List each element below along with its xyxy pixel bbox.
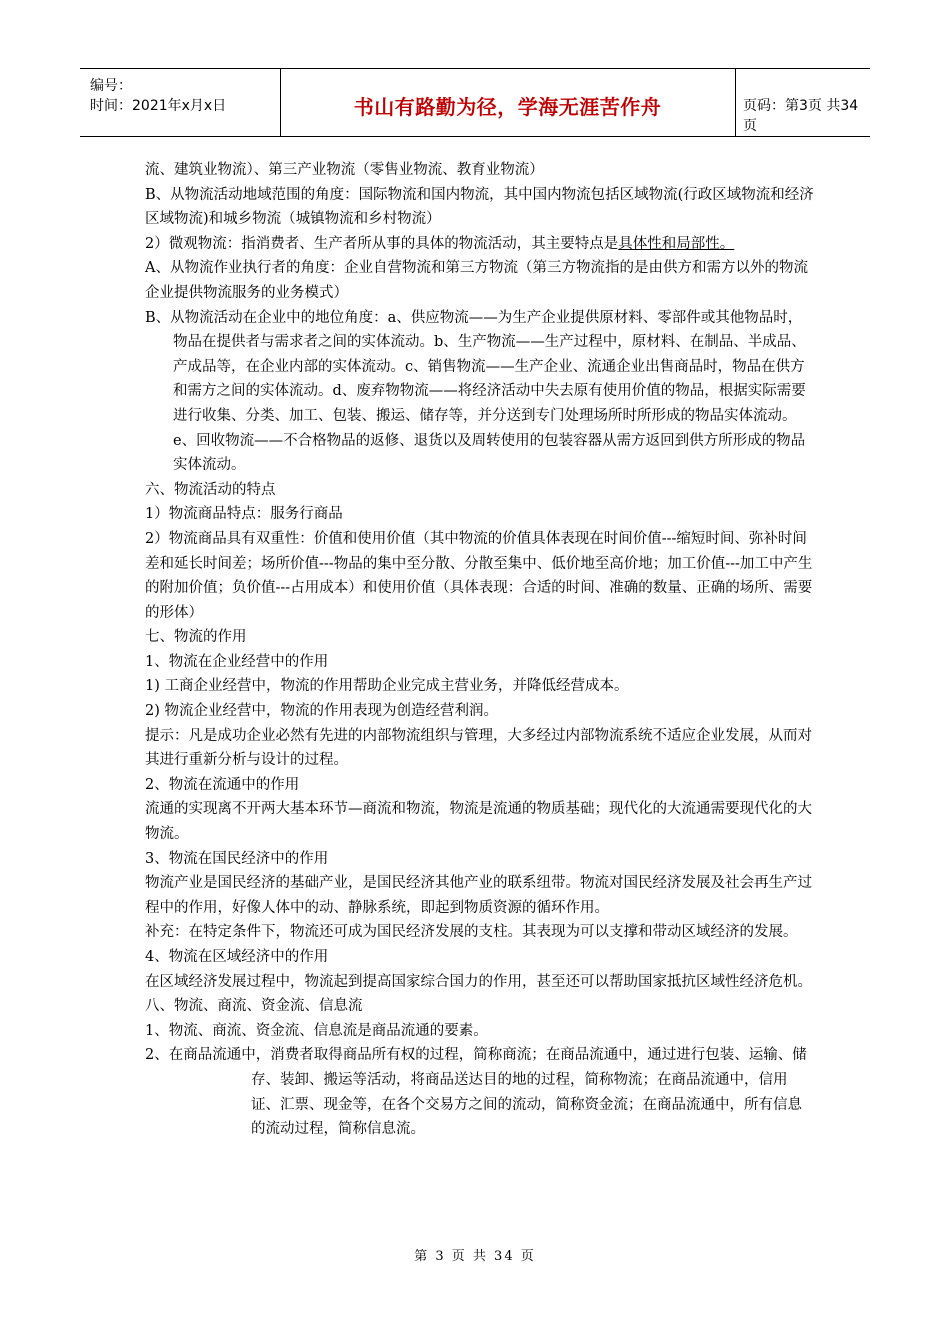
section-heading: 六、物流活动的特点: [145, 481, 276, 498]
header-motto: 书山有路勤为径，学海无涯苦作舟: [353, 95, 662, 119]
page-header: [80, 68, 870, 137]
header-page-info: 页码：第3页 共34页: [743, 98, 859, 134]
document-date: 时间：2021年x月x日: [90, 98, 227, 114]
page-footer: 第 3 页 共 34 页: [414, 1249, 536, 1264]
header-motto-cell: [280, 69, 736, 136]
paragraph: 提示：凡是成功企业必然有先进的内部物流组织与管理，大多经过内部物流系统不适应企业发展，从而对其进行重新分析与设计的过程。: [145, 727, 812, 769]
paragraph: 1、物流、商流、资金流、信息流是商品流通的要素。: [145, 1022, 488, 1039]
paragraph-text: 2）微观物流：指消费者、生产者所从事的具体的物流活动，其主要特点是: [145, 235, 619, 252]
paragraph: 物流产业是国民经济的基础产业，是国民经济其他产业的联系纽带。物流对国民经济发展及社会再生产过程中的作用，好像人体中的动、静脉系统，即起到物质资源的循环作用。: [145, 875, 812, 916]
subsection-heading: 4、物流在区域经济中的作用: [145, 949, 329, 965]
paragraph: A、从物流作业执行者的角度：企业自营物流和第三方物流（第三方物流指的是由供方和需方以外的物流企业提供物流服务的业务模式）: [145, 260, 808, 301]
paragraph: 流通的实现离不开两大基本环节—商流和物流，物流是流通的物质基础；现代化的大流通需要现代化的大物流。: [145, 801, 812, 843]
section-heading: 八、物流、商流、资金流、信息流: [145, 998, 363, 1015]
paragraph: 2) 物流企业经营中，物流的作用表现为创造经营利润。: [145, 703, 498, 720]
underlined-emphasis: 具体性和局部性。: [618, 235, 735, 252]
paragraph: 补充：在特定条件下，物流还可成为国民经济发展的支柱。其表现为可以支撑和带动区域经济的发展。: [145, 924, 798, 941]
subsection-heading: 3、物流在国民经济中的作用: [145, 850, 329, 867]
paragraph: 2）物流商品具有双重性：价值和使用价值（其中物流的价值具体表现在时间价值---缩短时间、弥补时间差和延长时间差；场所价值---物品的集中至分散、分散至集中、低价地至高价地；加工价值---加工中产生的附加价值；负价值---占用成本）和使用价值（具体表现：合适的时间、准确的数量、正确的场所、需要的形体）: [145, 530, 813, 621]
paragraph: B、从物流活动地域范围的角度：国际物流和国内物流，其中国内物流包括区域物流(行政区域物流和经济区域物流)和城乡物流（城镇物流和乡村物流）: [145, 186, 814, 228]
header-page-cell: [735, 69, 870, 136]
paragraph: 1) 工商企业经营中，物流的作用帮助企业完成主营业务，并降低经营成本。: [145, 678, 629, 695]
document-body: [145, 158, 815, 1142]
document-number-label: 编号：: [90, 78, 132, 94]
paragraph: 流、建筑业物流）、第三产业物流（零售业物流、教育业物流）: [145, 162, 544, 178]
paragraph: [145, 232, 815, 257]
paragraph-hanging: B、从物流活动在企业中的地位角度：a、供应物流——为生产企业提供原材料、零部件或其他物品时，物品在提供者与需求者之间的实体流动。b、生产物流——生产过程中，原材料、在制品、半成品、产成品等，在企业内部的实体流动。c、销售物流——生产企业、流通企业出售商品时，物品在供方和需方之间的实体流动。d、废弃物物流——将经济活动中失去原有使用价值的物品，根据实际需要进行收集、分类、加工、包装、搬运、储存等，并分送到专门处理场所时所形成的物品实体流动。e、回收物流——不合格物品的返修、退货以及周转使用的包装容器从需方返回到供方所形成的物品实体流动。: [145, 309, 806, 474]
subsection-heading: 1、物流在企业经营中的作用: [145, 653, 329, 670]
paragraph: 在区域经济发展过程中，物流起到提高国家综合国力的作用，甚至还可以帮助国家抵抗区域性经济危机。: [145, 973, 812, 990]
paragraph: 1）物流商品特点：服务行商品: [145, 506, 343, 523]
header-meta-cell: [80, 69, 281, 136]
subsection-heading: 2、物流在流通中的作用: [145, 776, 300, 793]
section-heading: 七、物流的作用: [145, 629, 247, 646]
paragraph-hanging: 2、在商品流通中，消费者取得商品所有权的过程，简称商流；在商品流通中，通过进行包装、运输、储存、装卸、搬运等活动，将商品送达目的地的过程，简称物流；在商品流通中，信用证、汇票、现金等，在各个交易方之间的流动，简称资金流；在商品流通中，所有信息的流动过程，简称信息流。: [145, 1047, 807, 1138]
